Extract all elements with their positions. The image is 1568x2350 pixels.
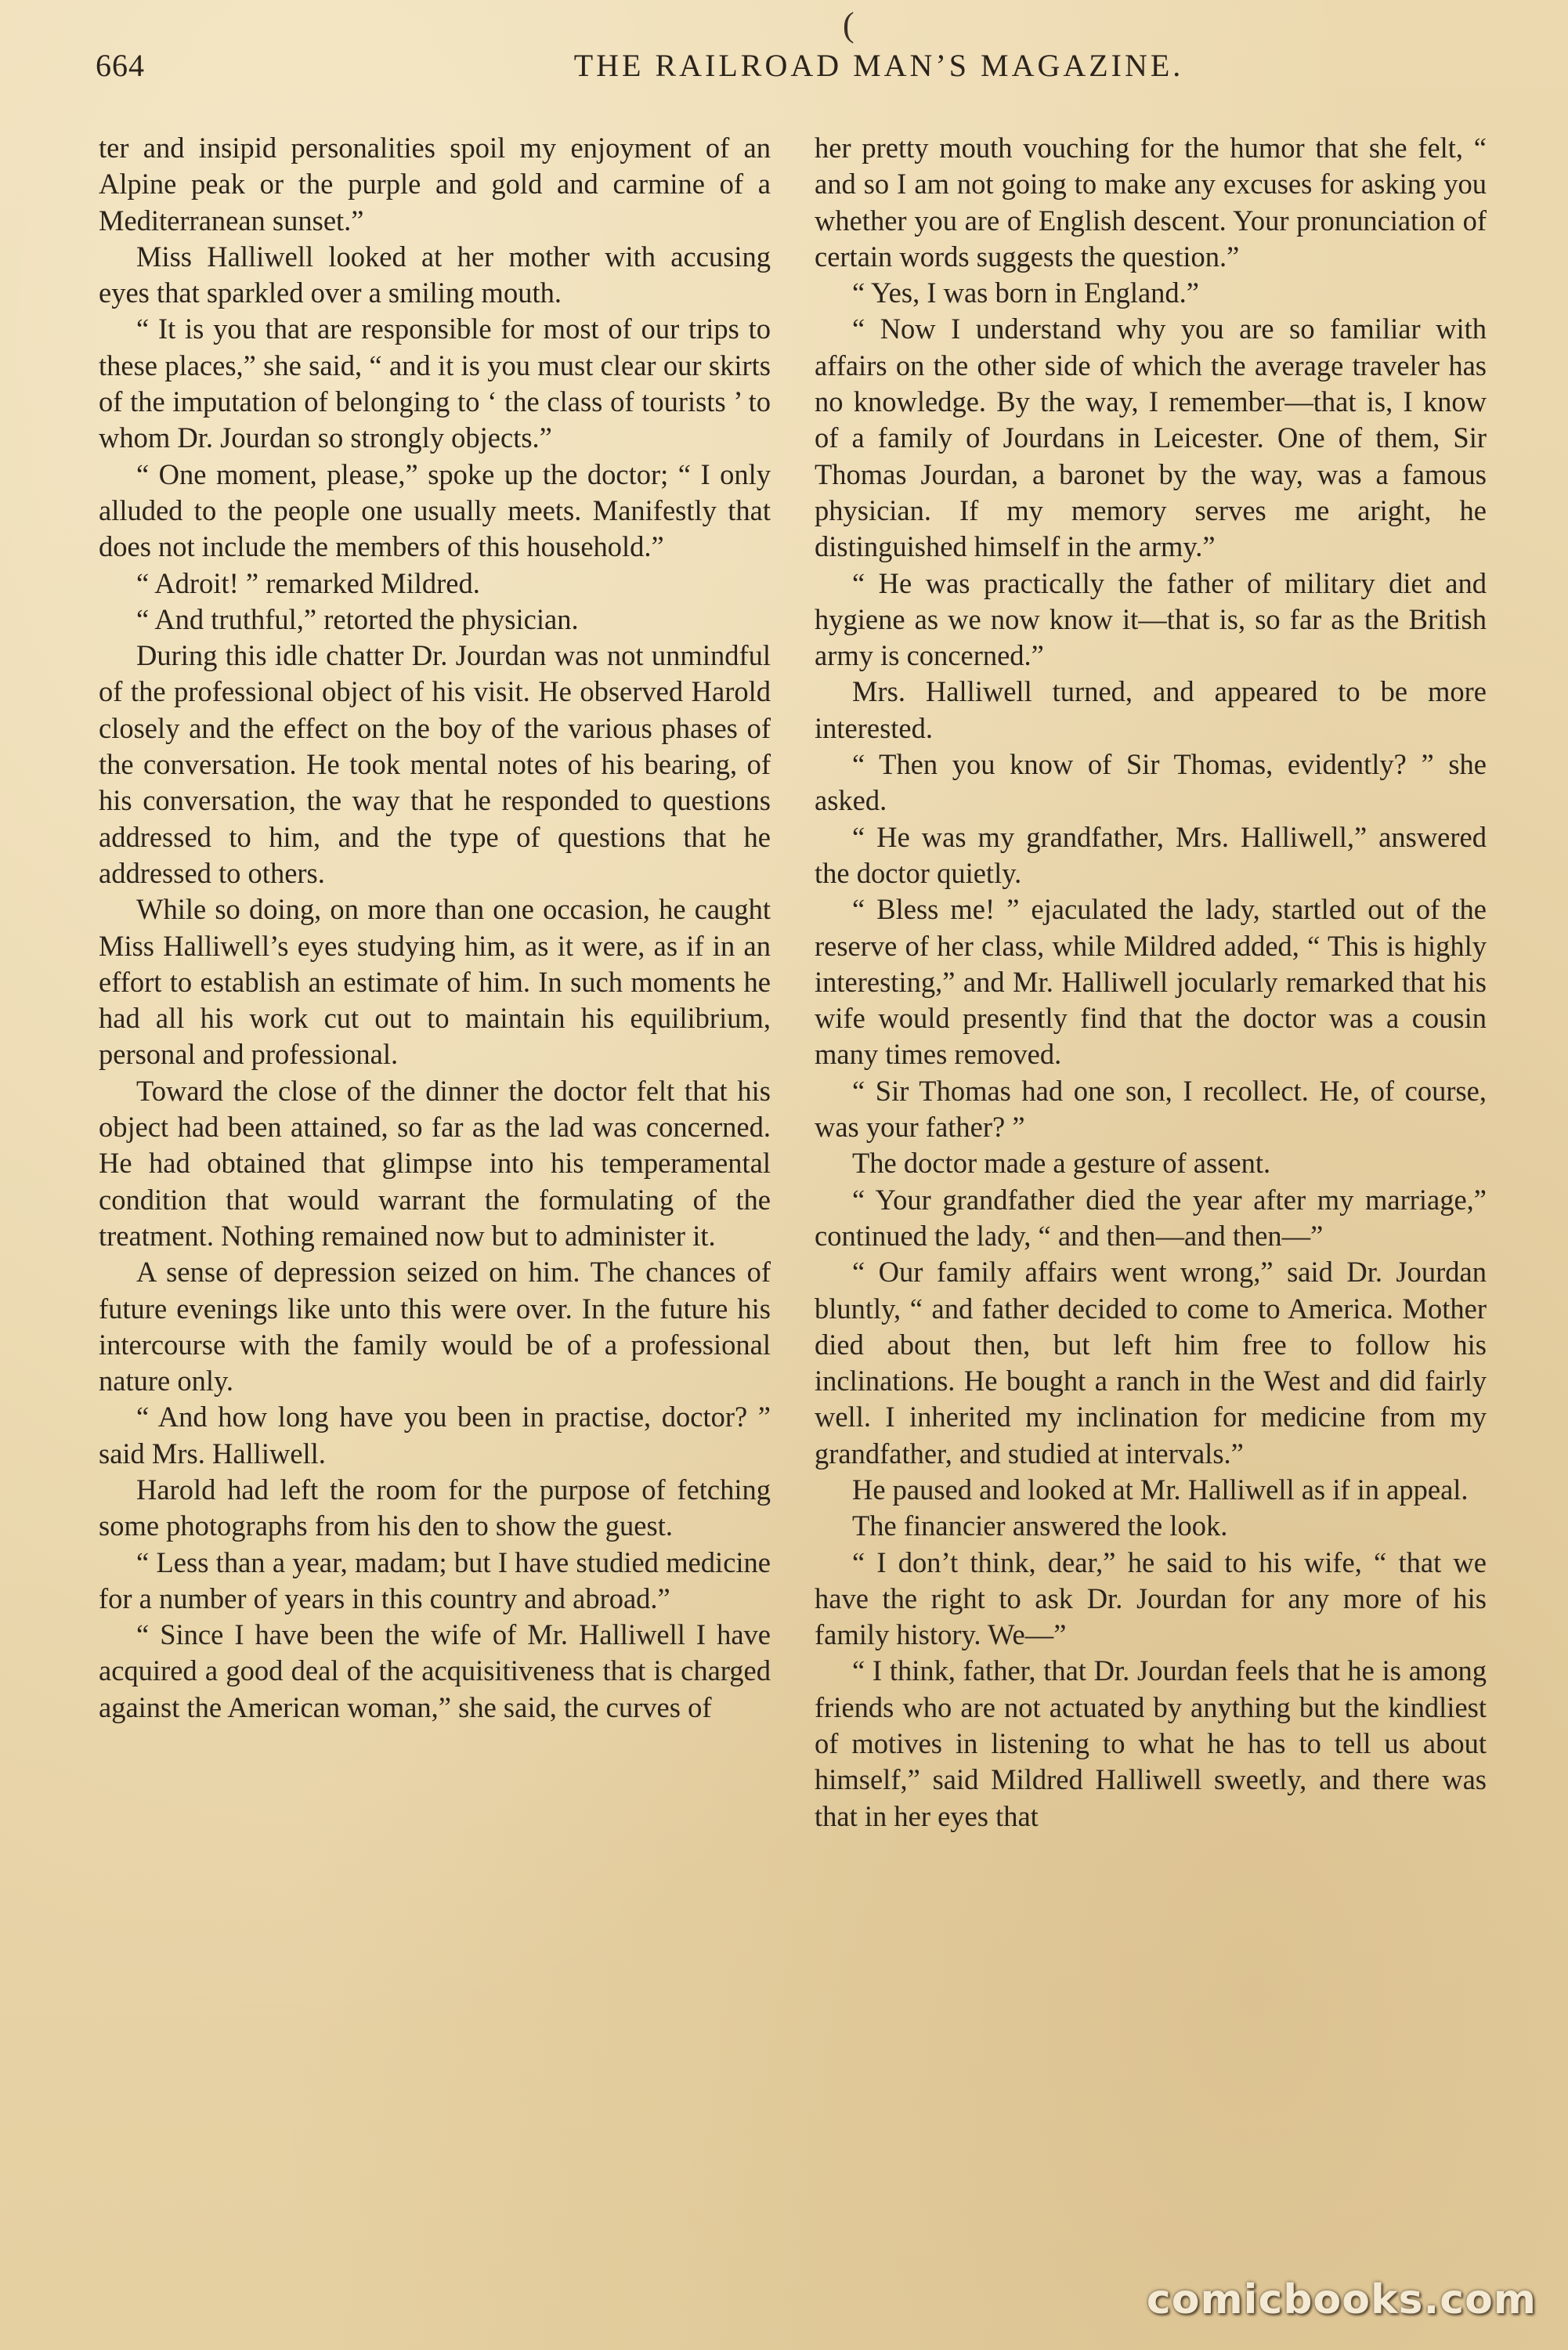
page-number: 664 [96, 48, 145, 83]
paragraph: Mrs. Halliwell turned, and appeared to be more interested. [815, 675, 1487, 744]
page-header [96, 47, 1490, 102]
paragraph: While so doing, on more than one occasion, he caught Miss Halliwell’s eyes studying him, as it were, as if in an effort to establish an estimate of him. In such moments he had all his work cut out to maintain his equilibrium, personal and professional. [99, 893, 771, 1071]
paragraph: Harold had left the room for the purpose of fetching some photographs from his den to show the guest. [99, 1473, 771, 1542]
paragraph: “ And how long have you been in practise, doctor? ” said Mrs. Halliwell. [99, 1401, 771, 1470]
paragraph: her pretty mouth vouching for the humor that she felt, “ and so I am not going to make any excuses for asking you whether you are of English descent. Your pronunciation of certain words suggests the question.” [815, 132, 1487, 273]
paragraph: ter and insipid personalities spoil my enjoyment of an Alpine peak or the purple and gold and carmine of a Mediterranean sunset.” [99, 132, 771, 237]
paragraph: He paused and looked at Mr. Halliwell as if in appeal. [852, 1473, 1469, 1506]
paragraph: Toward the close of the dinner the doctor felt that his object had been attained, so far as the lad was concerned. He had obtained that glimpse into his temperamental condition that would warrant the formulating of the treatment. Nothing remained now but to administer it. [99, 1074, 771, 1252]
paragraph: “ It is you that are responsible for most of our trips to these places,” she said, “ and it is you must clear our skirts of the imputation of belonging to ‘ the class of tourists ’ to whom Dr. Jourdan so strongly objects.” [99, 313, 771, 454]
paragraph: “ He was my grandfather, Mrs. Halliwell,” answered the doctor quietly. [815, 820, 1487, 889]
running-title: THE RAILROAD MAN’S MAGAZINE. [573, 48, 1184, 83]
paragraph: The doctor made a gesture of assent. [852, 1147, 1271, 1180]
paragraph: “ I don’t think, dear,” he said to his wife, “ that we have the right to ask Dr. Jourdan for any more of his family history. We—” [815, 1546, 1487, 1651]
paragraph: “ Less than a year, madam; but I have studied medicine for a number of years in this country and abroad.” [99, 1546, 771, 1614]
paragraph: “ Yes, I was born in England.” [852, 277, 1200, 309]
paragraph: “ One moment, please,” spoke up the doctor; “ I only alluded to the people one usually meets. Manifestly that does not include the members of this household.” [99, 457, 771, 563]
paragraph: “ Bless me! ” ejaculated the lady, startled out of the reserve of her class, while Mildred added, “ This is highly interesting,” and Mr. Halliwell jocularly remarked that his wife would presently find that the doctor was a cousin many times removed. [815, 893, 1487, 1071]
paragraph: The financier answered the look. [852, 1509, 1228, 1542]
paragraph: “ I think, father, that Dr. Jourdan feels that he is among friends who are not actuated by anything but the kindliest of motives in listening to what he has to tell us about himself,” said Mildred Halliwell sweetly, and there was that in her eyes that [815, 1654, 1487, 1832]
paragraph: “ Your grandfather died the year after my marriage,” continued the lady, “ and then—and then—” [815, 1183, 1487, 1252]
paragraph: “ Adroit! ” remarked Mildred. [136, 566, 480, 599]
paragraph: “ Since I have been the wife of Mr. Halliwell I have acquired a good deal of the acquisitiveness that is charged against the American woman,” she said, the curves of [99, 1618, 771, 1723]
paragraph: Miss Halliwell looked at her mother with accusing eyes that sparkled over a smiling mouth. [99, 240, 771, 309]
paragraph: “ And truthful,” retorted the physician. [136, 602, 579, 635]
left-column [99, 130, 771, 2214]
paragraph: “ Now I understand why you are so familiar with affairs on the other side of which the average traveler has no knowledge. By the way, I remember—that is, I know of a family of Jourdans in Leicester. One of them, Sir Thomas Jourdan, a baronet by the way, was a famous physician. If my memory serves me aright, he distinguished himself in the army.” [815, 313, 1487, 563]
paragraph: A sense of depression seized on him. The chances of future evenings like unto this were over. In the future his intercourse with the family would be of a professional nature only. [99, 1256, 771, 1397]
right-column [815, 130, 1487, 2214]
paragraph: “ Sir Thomas had one son, I recollect. He, of course, was your father? ” [815, 1074, 1487, 1144]
pencil-mark: ( [843, 5, 854, 44]
paragraph: “ Then you know of Sir Thomas, evidently? ” she asked. [815, 748, 1487, 817]
paragraph: “ Our family affairs went wrong,” said Dr. Jourdan bluntly, “ and father decided to come to America. Mother died about then, but left him free to follow his inclinations. He bought a ranch in the West and did fairly well. I inherited my inclination for medicine from my grandfather, and studied at intervals.” [815, 1256, 1487, 1470]
paragraph: “ He was practically the father of military diet and hygiene as we now know it—that is, so far as the British army is concerned.” [815, 566, 1487, 672]
site-watermark: comicbooks.com [1146, 2276, 1537, 2323]
paragraph: During this idle chatter Dr. Jourdan was not unmindful of the professional object of his visit. He observed Harold closely and the effect on the boy of the various phases of the conversation. He took mental notes of his bearing, of his conversation, the way that he responded to questions addressed to him, and the type of questions that he addressed to others. [99, 639, 771, 889]
